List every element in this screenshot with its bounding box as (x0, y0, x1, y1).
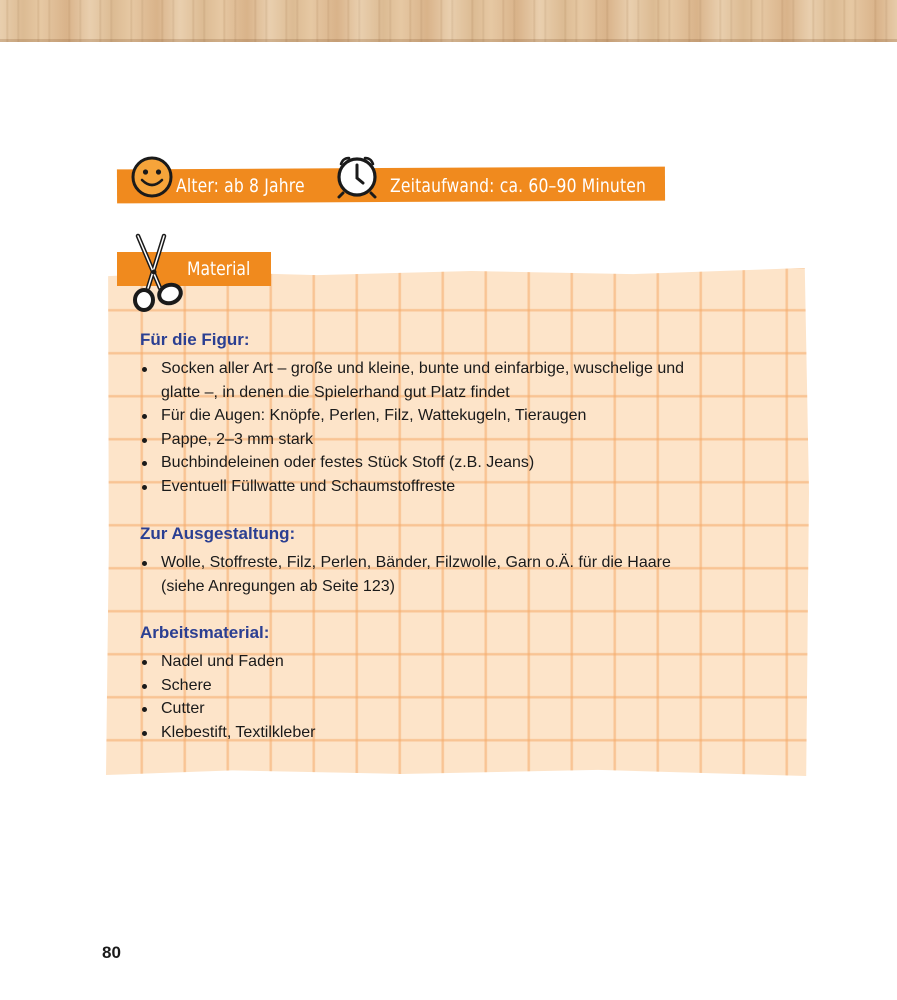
age-info: Alter: ab 8 Jahre (176, 175, 305, 197)
clock-icon (333, 152, 381, 200)
section-heading-ausgestaltung: Zur Ausgestaltung: (140, 524, 296, 543)
list-item: Socken aller Art – große und kleine, bunte und einfarbige, wuschelige und (140, 357, 684, 381)
material-label: Material (187, 258, 251, 280)
smiley-icon (130, 155, 174, 199)
list-item: Eventuell Füllwatte und Schaumstoffreste (140, 475, 684, 499)
page-number: 80 (102, 943, 121, 962)
list-arbeitsmaterial (140, 650, 315, 744)
list-item: Wolle, Stoffreste, Filz, Perlen, Bänder, Filzwolle, Garn o.Ä. für die Haare (140, 551, 671, 575)
list-item-continuation: (siehe Anregungen ab Seite 123) (161, 577, 395, 595)
time-info: Zeitaufwand: ca. 60–90 Minuten (390, 175, 647, 197)
list-item: Cutter (140, 697, 315, 721)
list-item-continuation: glatte –, in denen die Spielerhand gut Platz findet (161, 383, 510, 401)
section-heading-arbeitsmaterial: Arbeitsmaterial: (140, 623, 270, 642)
list-item: Buchbindeleinen oder festes Stück Stoff (z.B. Jeans) (140, 451, 684, 475)
list-figur (140, 357, 684, 498)
list-ausgestaltung (140, 551, 671, 598)
list-item: Schere (140, 674, 315, 698)
list-item: Klebestift, Textilkleber (140, 721, 315, 745)
wood-header-strip (0, 0, 897, 42)
list-item: Für die Augen: Knöpfe, Perlen, Filz, Wattekugeln, Tieraugen (140, 404, 684, 428)
list-item: Nadel und Faden (140, 650, 315, 674)
scissors-icon (124, 232, 188, 314)
list-item: Pappe, 2–3 mm stark (140, 428, 684, 452)
section-heading-figur: Für die Figur: (140, 330, 250, 349)
